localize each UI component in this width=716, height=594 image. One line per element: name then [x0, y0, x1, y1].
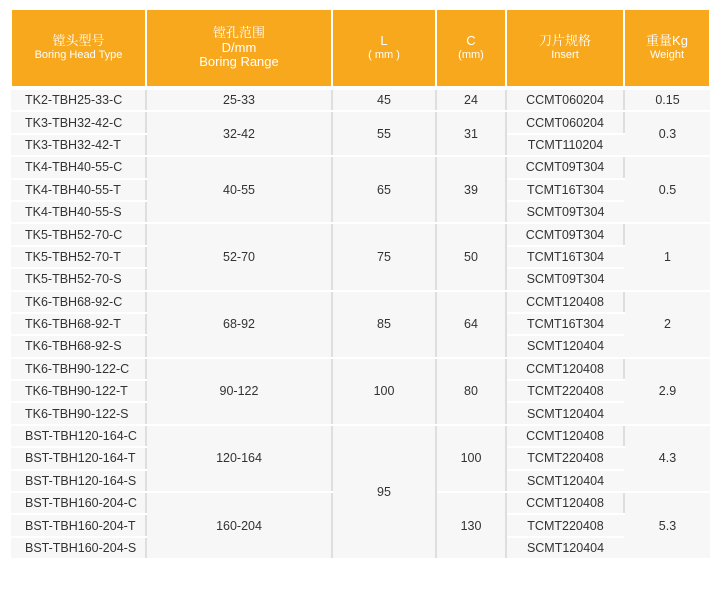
cell-insert: TCMT110204 — [506, 134, 624, 156]
cell-range: 68-92 — [146, 291, 332, 358]
cell-l: 75 — [332, 223, 436, 290]
header-range-en: Boring Range — [199, 54, 279, 70]
cell-l: 95 — [332, 425, 436, 559]
cell-type: TK6-TBH90-122-C — [11, 358, 146, 380]
cell-c: 130 — [436, 492, 506, 559]
header-range-unit: D/mm — [221, 39, 257, 55]
cell-c: 31 — [436, 111, 506, 156]
header-l-label: L — [380, 33, 388, 49]
cell-l: 45 — [332, 88, 436, 111]
cell-c: 24 — [436, 88, 506, 111]
table-row — [11, 111, 710, 133]
cell-range: 40-55 — [146, 156, 332, 223]
table-row — [11, 425, 710, 447]
cell-insert: SCMT09T304 — [506, 201, 624, 223]
cell-c: 100 — [436, 425, 506, 492]
cell-weight: 4.3 — [624, 425, 710, 492]
cell-c: 80 — [436, 358, 506, 425]
cell-range: 25-33 — [146, 88, 332, 111]
header-insert-en: Insert — [551, 49, 579, 62]
cell-type: TK6-TBH68-92-C — [11, 291, 146, 313]
cell-c: 39 — [436, 156, 506, 223]
cell-type: TK5-TBH52-70-T — [11, 246, 146, 268]
cell-type: BST-TBH160-204-C — [11, 492, 146, 514]
cell-insert: SCMT120404 — [506, 335, 624, 357]
cell-weight: 1 — [624, 223, 710, 290]
cell-weight: 2 — [624, 291, 710, 358]
cell-insert: SCMT120404 — [506, 537, 624, 559]
cell-weight: 0.5 — [624, 156, 710, 223]
cell-type: TK6-TBH90-122-S — [11, 402, 146, 424]
header-weight-zh: 重量Kg — [646, 33, 688, 49]
cell-insert: CCMT060204 — [506, 88, 624, 111]
cell-type: BST-TBH160-204-S — [11, 537, 146, 559]
table-row — [11, 291, 710, 313]
cell-type: TK3-TBH32-42-T — [11, 134, 146, 156]
header-boring-range — [146, 9, 332, 88]
cell-type: TK4-TBH40-55-C — [11, 156, 146, 178]
cell-type: TK5-TBH52-70-C — [11, 223, 146, 245]
cell-insert: TCMT220408 — [506, 380, 624, 402]
cell-c: 64 — [436, 291, 506, 358]
cell-range: 90-122 — [146, 358, 332, 425]
cell-type: TK4-TBH40-55-S — [11, 201, 146, 223]
header-boring-head-type — [11, 9, 146, 88]
cell-insert: TCMT220408 — [506, 447, 624, 469]
table-header-row — [11, 9, 710, 88]
cell-insert: CCMT120408 — [506, 358, 624, 380]
cell-l: 65 — [332, 156, 436, 223]
header-weight-en: Weight — [649, 49, 685, 62]
cell-insert: CCMT09T304 — [506, 156, 624, 178]
header-weight — [624, 9, 710, 88]
cell-range: 160-204 — [146, 492, 332, 559]
cell-range: 52-70 — [146, 223, 332, 290]
header-range-zh: 镗孔范围 — [212, 24, 265, 40]
cell-insert: CCMT120408 — [506, 425, 624, 447]
cell-insert: CCMT09T304 — [506, 223, 624, 245]
cell-insert: TCMT220408 — [506, 514, 624, 536]
cell-range: 32-42 — [146, 111, 332, 156]
cell-insert: SCMT09T304 — [506, 268, 624, 290]
cell-type: BST-TBH120-164-T — [11, 447, 146, 469]
cell-type: TK5-TBH52-70-S — [11, 268, 146, 290]
table-row — [11, 223, 710, 245]
cell-l: 55 — [332, 111, 436, 156]
cell-weight: 0.15 — [624, 88, 710, 111]
cell-type: TK6-TBH68-92-S — [11, 335, 146, 357]
cell-type: BST-TBH120-164-S — [11, 470, 146, 492]
header-type-zh: 镗头型号 — [52, 33, 105, 49]
table-row — [11, 358, 710, 380]
cell-insert: SCMT120404 — [506, 402, 624, 424]
cell-insert: TCMT16T304 — [506, 313, 624, 335]
cell-c: 50 — [436, 223, 506, 290]
cell-weight: 0.3 — [624, 111, 710, 156]
header-insert — [506, 9, 624, 88]
cell-type: TK4-TBH40-55-T — [11, 179, 146, 201]
cell-l: 85 — [332, 291, 436, 358]
cell-weight: 2.9 — [624, 358, 710, 425]
cell-range: 120-164 — [146, 425, 332, 492]
header-c-unit: (mm) — [458, 49, 484, 62]
cell-type: TK6-TBH90-122-T — [11, 380, 146, 402]
cell-l: 100 — [332, 358, 436, 425]
boring-head-spec-table — [10, 8, 711, 560]
cell-type: BST-TBH160-204-T — [11, 514, 146, 536]
table-row — [11, 88, 710, 111]
header-type-en: Boring Head Type — [34, 49, 123, 62]
cell-type: TK6-TBH68-92-T — [11, 313, 146, 335]
header-l — [332, 9, 436, 88]
cell-insert: TCMT16T304 — [506, 246, 624, 268]
header-insert-zh: 刀片规格 — [538, 33, 591, 49]
cell-insert: TCMT16T304 — [506, 179, 624, 201]
cell-insert: SCMT120404 — [506, 470, 624, 492]
cell-insert: CCMT060204 — [506, 111, 624, 133]
cell-insert: CCMT120408 — [506, 291, 624, 313]
cell-type: TK3-TBH32-42-C — [11, 111, 146, 133]
cell-weight: 5.3 — [624, 492, 710, 559]
header-c-label: C — [466, 33, 476, 49]
table-row — [11, 156, 710, 178]
cell-type: BST-TBH120-164-C — [11, 425, 146, 447]
header-l-unit: ( mm ) — [368, 49, 400, 62]
header-c — [436, 9, 506, 88]
cell-insert: CCMT120408 — [506, 492, 624, 514]
cell-type: TK2-TBH25-33-C — [11, 88, 146, 111]
